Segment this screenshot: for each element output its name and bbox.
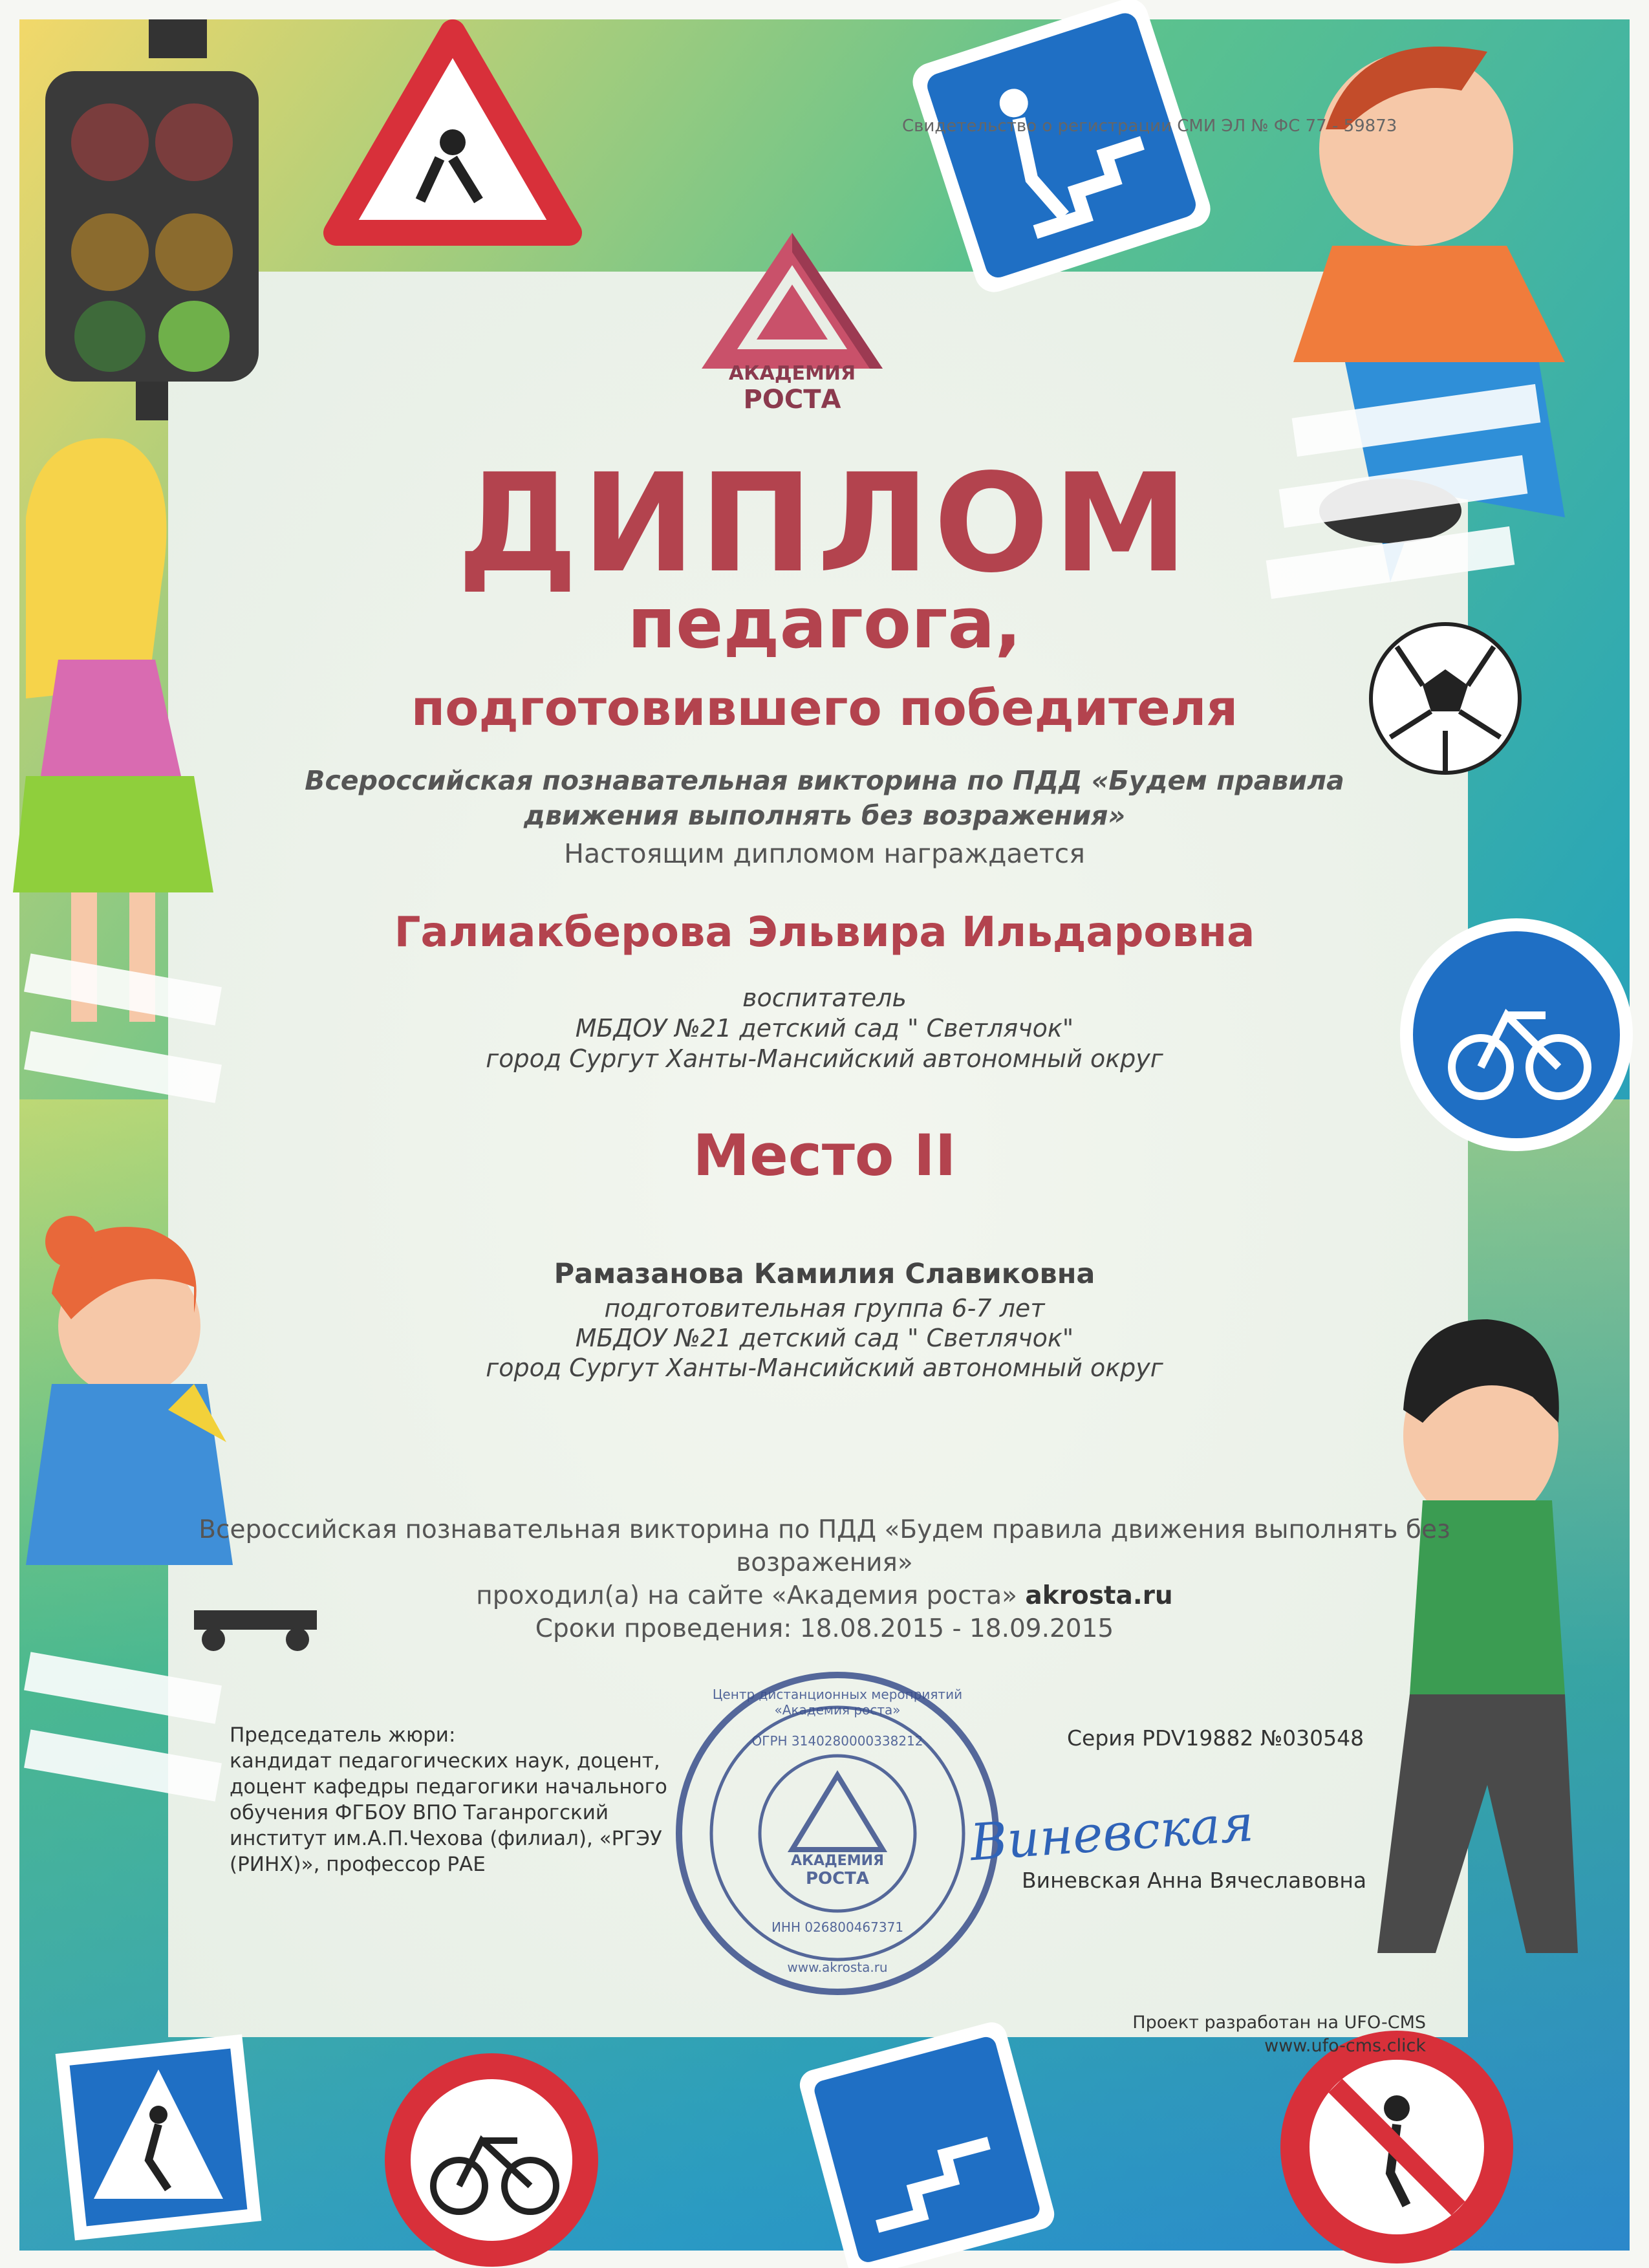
stamp-logo-line1: АКАДЕМИЯ (791, 1853, 884, 1869)
project-line-1: Проект разработан на UFO-CMS (1132, 2013, 1426, 2033)
stamp-logo-line2: РОСТА (805, 1869, 870, 1888)
footer-info (0, 1513, 1649, 1645)
contest-name (0, 763, 1649, 833)
footer-site-link[interactable]: akrosta.ru (1025, 1581, 1173, 1610)
jury-title: Председатель жюри: (230, 1723, 456, 1747)
project-line-2[interactable]: www.ufo-cms.click (1264, 2036, 1426, 2056)
series-number: Серия PDV19882 №030548 (1067, 1725, 1364, 1751)
contest-line-1: Всероссийская познавательная викторина по ПДД «Будем правила (305, 765, 1344, 796)
project-credit (1128, 2011, 1426, 2058)
diploma-subtitle-1: педагога, (627, 583, 1022, 664)
footer-line-1: Всероссийская познавательная викторина по ПДД «Будем правила движения выполнять без (199, 1515, 1450, 1544)
jury-line-1: кандидат педагогических наук, доцент, (230, 1749, 660, 1773)
footer-line-3 (0, 1579, 1649, 1612)
stamp-ogrn: ОГРН 3140280000338212 (751, 1733, 923, 1749)
contest-line-2: движения выполнять без возражения» (523, 800, 1126, 831)
student-group: подготовительная группа 6-7 лет (604, 1294, 1045, 1323)
stamp-text (679, 1675, 996, 1992)
jury-line-4: институт им.А.П.Чехова (филиал), «РГЭУ (230, 1827, 662, 1850)
stamp-site: www.akrosta.ru (787, 1960, 888, 1975)
footer-dates: Сроки проведения: 18.08.2015 - 18.09.2015 (535, 1614, 1114, 1643)
logo-line1: АКАДЕМИЯ (728, 362, 856, 385)
jury-block (230, 1722, 721, 1877)
place: Место II (693, 1122, 956, 1189)
jury-line-3: обучения ФГБОУ ВПО Таганрогский (230, 1801, 609, 1824)
awarded-text: Настоящим дипломом награждается (564, 838, 1085, 869)
teacher-position: воспитатель (742, 984, 907, 1012)
diploma-subtitle-2: подготовившего победителя (411, 679, 1238, 737)
student-name: Рамазанова Камилия Славиковна (554, 1258, 1095, 1290)
jury-line-5: (РИНХ)», профессор РАЕ (230, 1853, 486, 1876)
student-org: МБДОУ №21 детский сад " Светлячок" (575, 1324, 1074, 1352)
traffic-light-icon (45, 19, 259, 420)
logo-text (698, 362, 886, 415)
signer-name: Виневская Анна Вячеславовна (1022, 1868, 1367, 1893)
diploma-title: ДИПЛОМ (457, 444, 1192, 603)
no-pedestrians-sign-icon (1280, 2031, 1513, 2263)
jury-line-2: доцент кафедры педагогики начального (230, 1775, 667, 1798)
logo-line2: РОСТА (743, 385, 841, 415)
teacher-org: МБДОУ №21 детский сад " Светлячок" (575, 1014, 1074, 1042)
stamp-center: Центр дистанционных мероприятий «Академия роста» (712, 1687, 963, 1718)
footer-line-2: возражения» (736, 1548, 913, 1577)
teacher-city: город Сургут Ханты-Мансийский автономный округ (486, 1044, 1163, 1073)
registration-number: Свидетельство о регистрации СМИ ЭЛ № ФС 77 - 59873 (902, 116, 1397, 136)
no-bicycles-sign-icon (385, 2053, 598, 2267)
pedestrian-crossing-sign-icon (56, 2035, 262, 2241)
student-details (0, 1293, 1649, 1383)
stamp-inn: ИНН 026800467371 (771, 1919, 904, 1935)
footer-site-prefix: проходил(а) на сайте «Академия роста» (476, 1581, 1026, 1610)
teacher-details (0, 983, 1649, 1074)
signature: Виневская (968, 1794, 1256, 1873)
teacher-name: Галиакберова Эльвира Ильдаровна (394, 909, 1255, 956)
student-city: город Сургут Ханты-Мансийский автономный округ (486, 1354, 1163, 1382)
